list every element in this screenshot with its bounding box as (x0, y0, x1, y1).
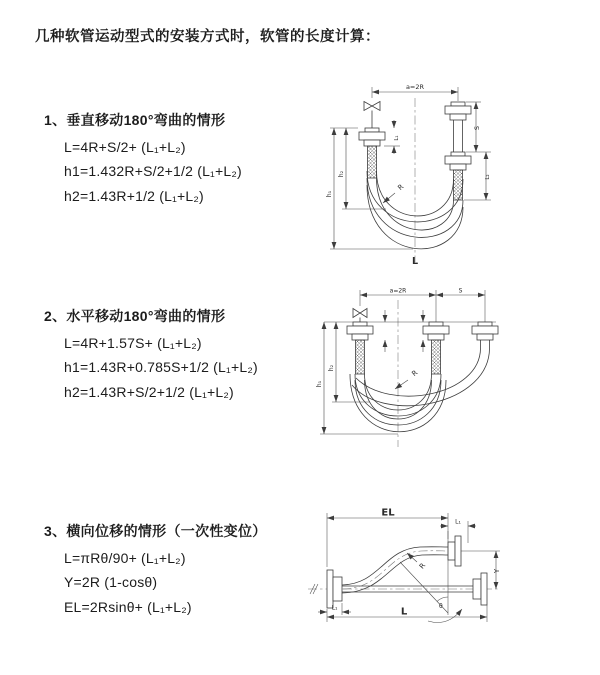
radius-callout (395, 369, 419, 389)
svg-text:R: R (417, 561, 428, 571)
svg-text:L₁: L₁ (331, 604, 338, 612)
svg-text:S: S (473, 125, 481, 131)
section-1-formula-h1: h1=1.432R+S/2+1/2 (L₁+L₂) (64, 163, 242, 179)
section-1 (44, 110, 329, 204)
section-1-heading: 1、垂直移动180°弯曲的情形 (44, 112, 226, 128)
svg-text:S: S (458, 287, 463, 295)
section-3-heading: 3、横向位移的情形（一次性变位） (44, 523, 267, 539)
svg-text:a=2R: a=2R (389, 287, 407, 295)
page-title: 几种软管运动型式的安装方式时，软管的长度计算： (35, 29, 380, 45)
section-2-formula-L: L=4R+1.57S+ (L₁+L₂) (64, 334, 202, 351)
right-fittings (445, 102, 471, 200)
svg-text:L₁: L₁ (394, 135, 400, 141)
diagram-horizontal-180-bend (312, 282, 502, 457)
radius-callout (383, 183, 405, 203)
dimension-s-l2 (464, 102, 491, 200)
svg-text:L₁: L₁ (455, 518, 461, 526)
diagram-lateral-displacement (300, 505, 515, 635)
middle-fitting (423, 322, 449, 374)
svg-text:h₂: h₂ (338, 170, 345, 178)
right-fitting (472, 322, 498, 348)
section-3 (44, 521, 329, 615)
svg-text:h₁: h₁ (326, 190, 333, 198)
svg-text:h₁: h₁ (316, 380, 323, 388)
section-3-formula-L: L=πRθ/90+ (L₁+L₂) (64, 549, 186, 566)
section-2-formula-h1: h1=1.43R+0.785S+1/2 (L₁+L₂) (64, 359, 258, 375)
svg-text:h₂: h₂ (328, 364, 335, 372)
dimension-l1-bottom (318, 603, 351, 615)
section-1-formula-h2: h2=1.43R+1/2 (L₁+L₂) (64, 187, 204, 204)
svg-text:a=2R: a=2R (405, 83, 425, 91)
section-2-heading: 2、水平移动180°弯曲的情形 (44, 308, 226, 324)
svg-text:EL: EL (381, 507, 395, 519)
dimension-a2r-s (360, 288, 485, 323)
section-3-formula-Y: Y=2R (1-cosθ) (64, 574, 158, 590)
svg-text:L₂: L₂ (485, 174, 491, 180)
hose-u-bend-wide (352, 348, 490, 406)
svg-text:Y: Y (493, 568, 501, 574)
svg-text:θ: θ (439, 603, 443, 610)
label-L: L (411, 256, 419, 267)
left-fitting (347, 322, 373, 374)
left-fitting (359, 128, 385, 178)
section-2 (44, 306, 329, 400)
svg-text:R: R (396, 182, 406, 192)
fitting-length-marks (385, 310, 423, 352)
section-2-formula-h2: h2=1.43R+S/2+1/2 (L₁+L₂) (64, 383, 234, 400)
dimension-l1 (384, 120, 400, 154)
section-1-formula-L: L=4R+S/2+ (L₁+L₂) (64, 138, 186, 155)
dimension-el (327, 508, 448, 568)
left-flange (327, 570, 342, 608)
svg-text:L: L (400, 606, 408, 618)
diagram-vertical-180-bend (318, 72, 498, 267)
valve-icon (364, 102, 380, 129)
dimension-y (493, 551, 501, 589)
svg-text:R: R (410, 368, 420, 379)
section-3-formula-EL: EL=2Rsinθ+ (L₁+L₂) (64, 598, 192, 615)
dimension-l (327, 605, 487, 622)
valve-icon (353, 309, 367, 323)
